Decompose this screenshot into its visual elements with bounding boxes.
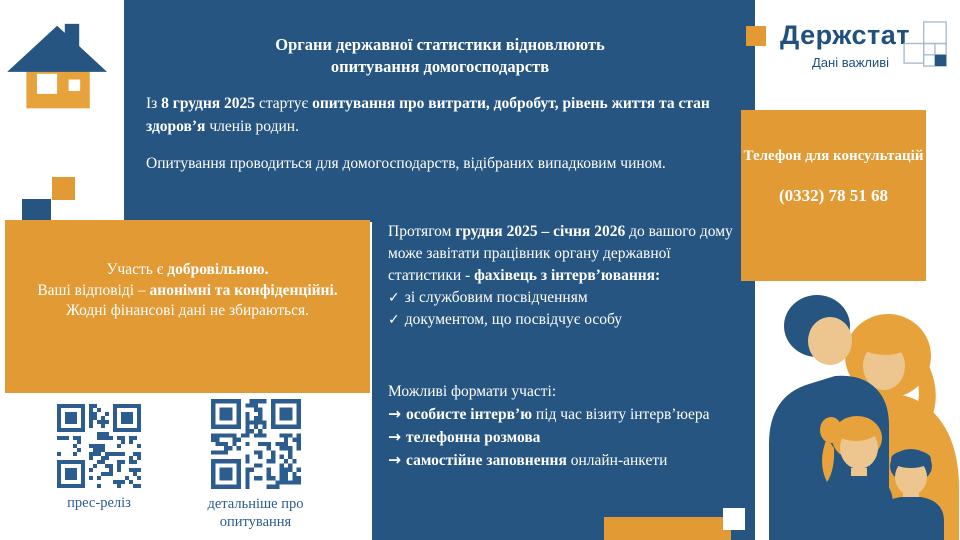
format-item — [388, 403, 750, 426]
seg: Ваші відповіді – — [37, 281, 150, 299]
p1-survey-topic: опитування про витрати, добробут, рівень життя та стан здоров’я — [146, 95, 710, 135]
qr-code-press-release — [57, 404, 141, 488]
format-item — [388, 426, 750, 449]
decor-square-white-bottom — [723, 508, 745, 530]
p1-date: 8 грудня 2025 — [161, 95, 256, 112]
format-bold: самостійне заповнення — [406, 452, 567, 469]
interviewer-section — [388, 221, 740, 331]
formats-section — [388, 381, 750, 472]
anonymous-bold: анонімні та конфіденційні. — [149, 281, 338, 299]
qr-item-survey-details — [178, 399, 333, 531]
p1-seg: членів родин. — [205, 118, 299, 135]
phone-number: (0332) 78 51 68 — [778, 186, 889, 205]
voluntary-info-box — [5, 220, 370, 393]
logo-tagline: Дані важливі — [812, 55, 890, 70]
format-rest: під час візиту інтерв’юера — [532, 406, 710, 423]
arrow-icon: → — [388, 451, 401, 469]
intro-paragraph-start-date — [146, 92, 736, 138]
seg: Протягом — [388, 223, 456, 240]
check-item — [388, 309, 740, 331]
voluntary-line: Жодні фінансові дані не збираються. — [65, 302, 310, 319]
voluntary-bold: добровільною. — [167, 261, 269, 278]
qr-label: прес-реліз — [67, 495, 131, 511]
arrow-icon: → — [388, 405, 401, 423]
house-icon — [6, 20, 114, 116]
qr-label: детальніше про опитування — [207, 496, 304, 530]
arrow-icon: → — [388, 428, 401, 446]
consultation-phone-box — [741, 110, 926, 281]
p1-seg: стартує — [255, 95, 313, 112]
seg: до вашого дому може завітати працівник органу державної статистики - — [388, 223, 733, 284]
formats-title: Можливі формати участі: — [388, 383, 557, 400]
format-item — [388, 449, 750, 472]
derzhstat-logo-wordmark: Держстат — [780, 20, 910, 50]
family-illustration — [757, 292, 960, 540]
check-icon: ✓ — [388, 312, 400, 328]
decor-square-orange — [52, 177, 75, 200]
check-icon: ✓ — [388, 290, 400, 306]
qr-item-press-release — [28, 404, 170, 512]
interviewer-paragraph — [388, 221, 740, 287]
format-rest: онлайн-анкети — [566, 452, 668, 469]
logo-orange-square — [746, 26, 766, 46]
check-item — [388, 287, 740, 309]
format-bold: особисте інтерв’ю — [406, 406, 533, 423]
decor-rect-orange-bottom — [604, 517, 731, 540]
logo-grid-icon — [903, 21, 960, 68]
qr-code-survey-details — [211, 399, 301, 489]
voluntary-line — [5, 281, 370, 302]
seg: Участь є — [106, 261, 168, 278]
voluntary-line — [5, 260, 370, 281]
main-heading: Органи державної статистики відновлюють опитування домогосподарств — [275, 35, 605, 76]
phone-box-title: Телефон для консультацій — [743, 148, 924, 164]
period: грудня 2025 – січня 2026 — [455, 223, 626, 240]
p1-seg: Із — [146, 95, 162, 112]
specialist: фахівець з інтерв’ювання: — [474, 267, 661, 284]
intro-paragraph-random-selection: Опитування проводиться для домогосподарств, відібраних випадковим чином. — [146, 155, 666, 172]
check-text: документом, що посвідчує особу — [404, 311, 623, 328]
format-bold: телефонна розмова — [406, 429, 541, 446]
check-text: зі службовим посвідченням — [404, 289, 588, 306]
